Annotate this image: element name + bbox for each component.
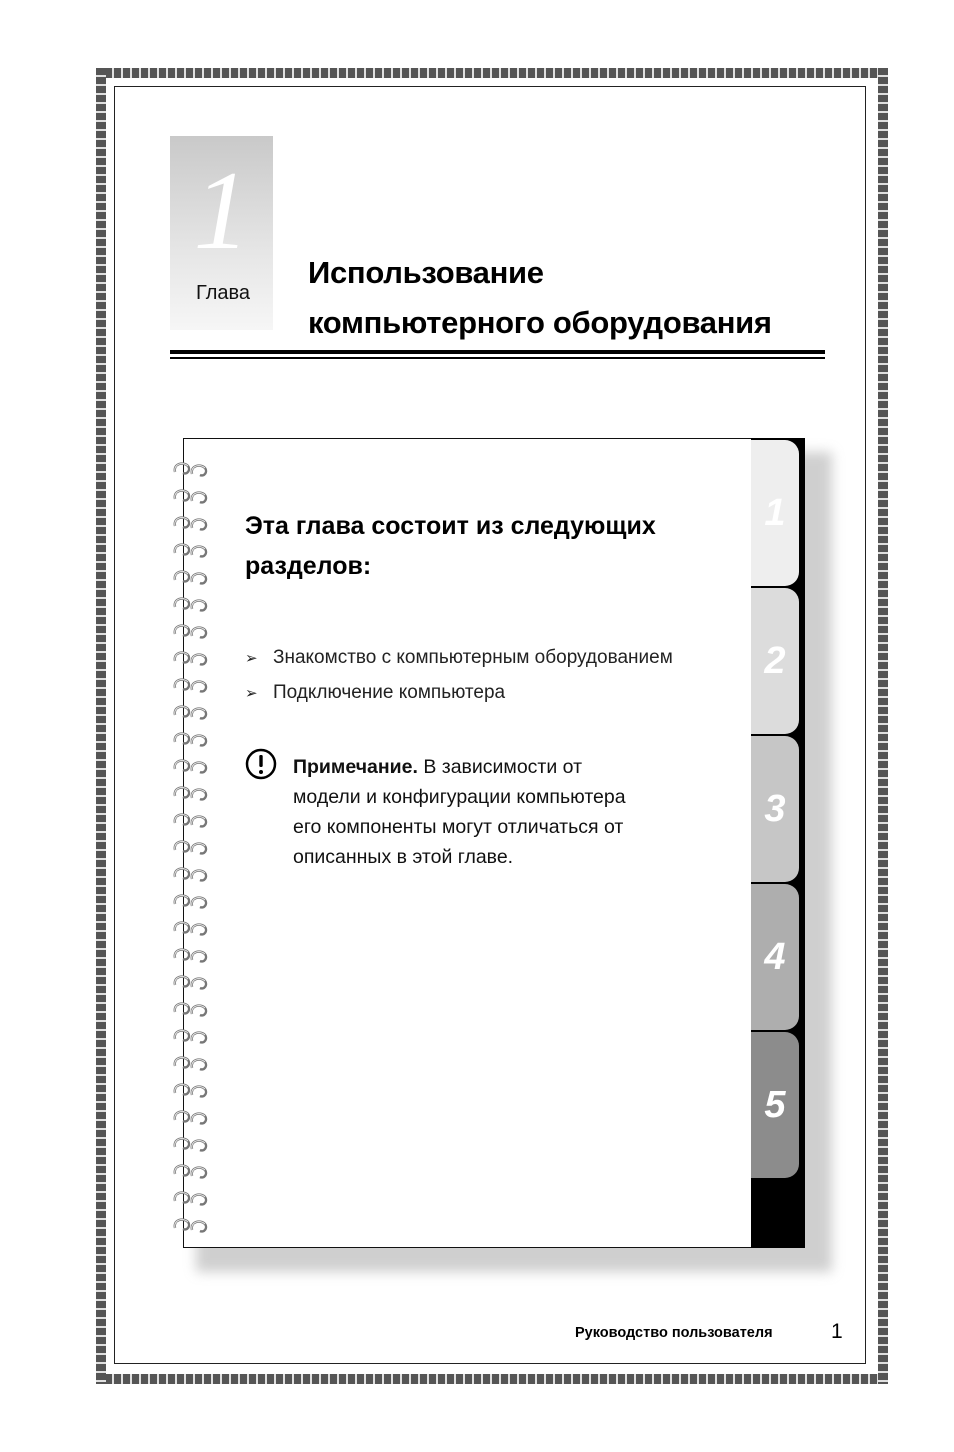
list-item [245,675,673,710]
title-rule-thin [170,357,825,359]
spiral-coil-icon [171,809,215,831]
exclamation-icon [245,748,277,780]
tab-label: 1 [764,492,786,534]
list-item [245,640,673,675]
title-rule-thick [170,350,825,354]
spiral-coil-icon [171,1025,215,1047]
note-line3: его компоненты могут отличаться от [293,816,624,838]
chapter-number: 1 [193,149,250,273]
spiral-coil-icon [171,1187,215,1209]
frame-right-border [878,68,888,1384]
spiral-coil-icon [171,674,215,696]
arrow-bullet-icon: ➢ [245,649,258,667]
section-list [245,640,673,710]
notebook-heading-line2: разделов: [245,552,372,580]
spiral-coil-icon [171,458,215,480]
spiral-coil-icon [171,1160,215,1182]
tab-chapter-4[interactable] [751,884,799,1030]
page-number: 1 [831,1320,843,1343]
spiral-coil-icon [171,1133,215,1155]
note-line1: В зависимости от [417,756,583,778]
spiral-coil-icon [171,890,215,912]
chapter-title [308,248,772,348]
tab-label: 5 [764,1084,786,1126]
tab-chapter-1[interactable] [751,440,799,586]
spiral-coil-icon [171,701,215,723]
chapter-title-line1: Использование [308,255,544,290]
spiral-coil-icon [171,755,215,777]
note-lead: Примечание. [293,756,418,778]
footer-title: Руководство пользователя [575,1325,773,1341]
spiral-coil-icon [171,971,215,993]
list-item-text: Знакомство с компьютерным оборудованием [273,646,673,668]
chapter-title-line2: компьютерного оборудования [308,305,772,340]
spiral-coil-icon [171,998,215,1020]
note-line2: модели и конфигурации компьютера [293,786,626,808]
spiral-coil-icon [171,1052,215,1074]
arrow-bullet-icon: ➢ [245,684,258,702]
spiral-coil-icon [171,917,215,939]
notebook-heading [245,506,656,586]
spiral-binding [171,458,217,1238]
spiral-coil-icon [171,620,215,642]
spiral-coil-icon [171,566,215,588]
spiral-coil-icon [171,863,215,885]
note-line4: описанных в этой главе. [293,846,514,868]
tab-chapter-5[interactable] [751,1032,799,1178]
frame-top-border [96,68,888,78]
tab-chapter-2[interactable] [751,588,799,734]
spiral-coil-icon [171,485,215,507]
spiral-coil-icon [171,782,215,804]
spiral-coil-icon [171,728,215,750]
spiral-coil-icon [171,1106,215,1128]
frame-left-border [96,68,106,1384]
frame-bottom-border [96,1374,888,1384]
note-block [293,752,626,872]
spiral-coil-icon [171,836,215,858]
spiral-coil-icon [171,1079,215,1101]
tab-label: 2 [764,640,786,682]
spiral-coil-icon [171,647,215,669]
notebook-heading-line1: Эта глава состоит из следующих [245,512,656,540]
spiral-coil-icon [171,1214,215,1236]
spiral-coil-icon [171,539,215,561]
list-item-text: Подключение компьютера [273,681,506,703]
tab-chapter-3[interactable] [751,736,799,882]
spiral-coil-icon [171,944,215,966]
chapter-label: Глава [195,282,251,304]
spiral-coil-icon [171,512,215,534]
spiral-coil-icon [171,593,215,615]
tab-label: 4 [764,936,786,978]
tab-label: 3 [764,788,786,830]
